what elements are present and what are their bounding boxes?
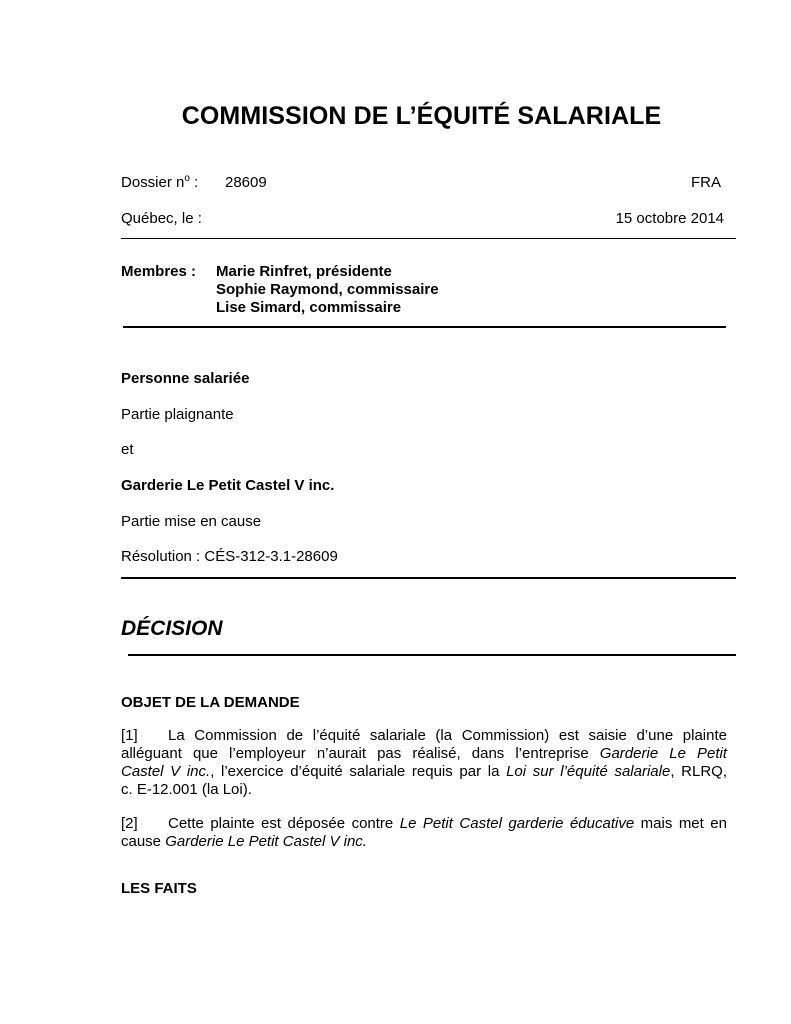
members-label: Membres :: [121, 263, 197, 280]
decision-date: 15 octobre 2014: [615, 210, 724, 227]
member-item: Marie Rinfret, présidente: [216, 263, 392, 280]
plaintiff-role: Partie plaignante: [121, 406, 234, 423]
paragraph-number: [1]: [121, 727, 138, 744]
member-item: Lise Simard, commissaire: [216, 299, 402, 316]
plaintiff-name: Personne salariée: [121, 370, 250, 387]
parties-divider: [121, 577, 736, 579]
paragraph-number: [2]: [121, 815, 138, 832]
decision-divider: [128, 654, 736, 656]
header-divider: [121, 238, 736, 239]
dossier-label: Dossier $n^o$ :: [121, 173, 199, 191]
members-divider: [123, 326, 726, 328]
faits-heading: LES FAITS: [121, 880, 197, 897]
language-code: FRA: [691, 174, 721, 191]
members-list: [216, 263, 439, 317]
place-label: Québec, le :: [121, 210, 202, 227]
paragraph-2: [2] Cette plainte est déposée contre Le Petit Castel garderie éducative mais met en cause Garderie Le Petit Castel V inc.: [121, 815, 727, 850]
member-item: Sophie Raymond, commissaire: [216, 281, 439, 298]
decision-heading: DÉCISION: [121, 617, 223, 640]
objet-heading: OBJET DE LA DEMANDE: [121, 694, 300, 711]
respondent-role: Partie mise en cause: [121, 513, 262, 530]
respondent-name: Garderie Le Petit Castel V inc.: [121, 477, 335, 494]
and-connector: et: [121, 441, 134, 458]
paragraph-1: [1] La Commission de l’équité salariale (la Commission) est saisie d’une plainte alléguant que l’employeur n’aurait pas réalisé, dans l’entreprise Garderie Le Petit Castel V inc., l’exercice d’équité salariale requis par la Loi sur l’équité salariale, RLRQ, c. E-12.001 (la Loi).: [121, 727, 727, 798]
dossier-number: 28609: [225, 174, 267, 191]
resolution-number: Résolution : CÉS-312-3.1-28609: [121, 548, 338, 565]
document-title: COMMISSION DE L’ÉQUITÉ SALARIALE: [181, 102, 662, 130]
